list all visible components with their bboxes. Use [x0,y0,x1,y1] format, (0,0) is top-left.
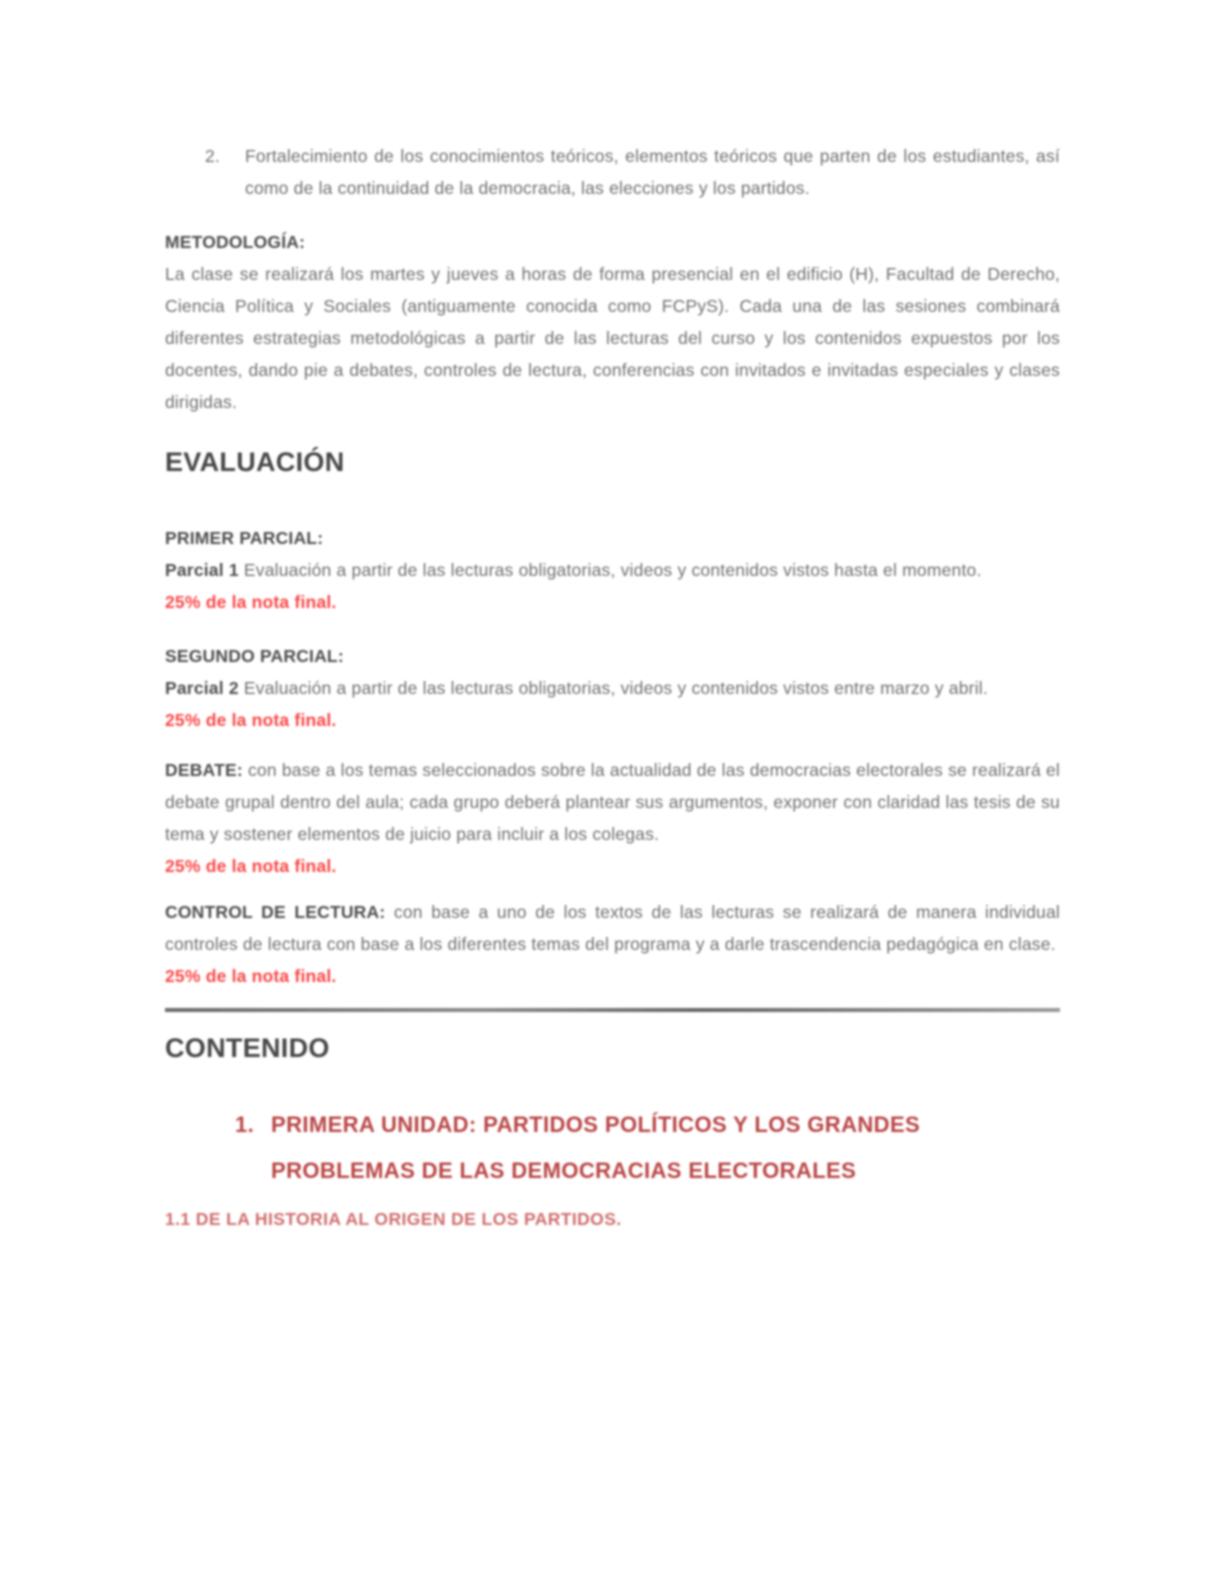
methodology-heading: METODOLOGÍA: [165,232,306,252]
first-parcial-weight: 25% de la nota final. [165,592,337,612]
eval-item-second-parcial [165,640,1060,736]
first-parcial-heading: PRIMER PARCIAL: [165,528,324,548]
eval-item-debate [165,754,1060,882]
list-item-number: 2. [205,146,220,166]
unit-1-title: PRIMERA UNIDAD: PARTIDOS POLÍTICOS Y LOS GRANDES PROBLEMAS DE LAS DEMOCRACIAS ELECTORALES [271,1112,921,1183]
evaluation-heading: EVALUACIÓN [165,447,345,477]
second-parcial-lead: Parcial 2 [165,678,239,698]
control-lectura-body: con base a uno de los textos de las lecturas se realizará de manera individual controles de lectura con base a los diferentes temas del programa y a darle trascendencia pedagógica en clase. [165,902,1060,954]
eval-item-control-lectura [165,896,1060,992]
first-parcial-body: Evaluación a partir de las lecturas obligatorias, videos y contenidos vistos hasta el momento. [243,560,982,580]
page-content [165,140,1060,1234]
second-parcial-heading: SEGUNDO PARCIAL: [165,646,344,666]
contents-heading: CONTENIDO [165,1033,330,1063]
control-lectura-weight: 25% de la nota final. [165,966,337,986]
eval-item-first-parcial [165,522,1060,618]
section-divider [165,1008,1060,1012]
second-parcial-weight: 25% de la nota final. [165,710,337,730]
first-parcial-lead: Parcial 1 [165,560,239,580]
list-item-text: Fortalecimiento de los conocimientos teóricos, elementos teóricos que parten de los estudiantes, así como de la continuidad de la democracia, las elecciones y los partidos. [245,146,1060,198]
debate-paragraph [165,754,1060,850]
debate-heading: DEBATE: [165,760,243,780]
second-parcial-paragraph [165,672,1060,704]
unit-1-1-subheading: 1.1 DE LA HISTORIA AL ORIGEN DE LOS PARTIDOS. [165,1209,622,1229]
unit-1-heading [165,1102,1060,1194]
control-lectura-paragraph [165,896,1060,960]
objective-list-item [165,140,1060,204]
control-lectura-heading: CONTROL DE LECTURA: [165,902,386,922]
debate-body: con base a los temas seleccionados sobre la actualidad de las democracias electorales se realizará el debate grupal dentro del aula; cada grupo deberá plantear sus argumentos, exponer con claridad las tesis de su tema y sostener elementos de juicio para incluir a los colegas. [165,760,1061,844]
second-parcial-body: Evaluación a partir de las lecturas obligatorias, videos y contenidos vistos entre marzo y abril. [243,678,988,698]
methodology-paragraph: La clase se realizará los martes y jueves a horas de forma presencial en el edificio (H), Facultad de Derecho, Ciencia Política y Sociales (antiguamente conocida como FCPyS). Cada una de las sesiones combinará diferentes estrategias metodológicas a partir de las lecturas del curso y los contenidos expuestos por los docentes, dando pie a debates, controles de lectura, conferencias con invitados e invitadas especiales y clases dirigidas. [165,264,1060,412]
first-parcial-paragraph [165,554,1060,586]
unit-1-number: 1. [235,1112,255,1137]
debate-weight: 25% de la nota final. [165,856,337,876]
